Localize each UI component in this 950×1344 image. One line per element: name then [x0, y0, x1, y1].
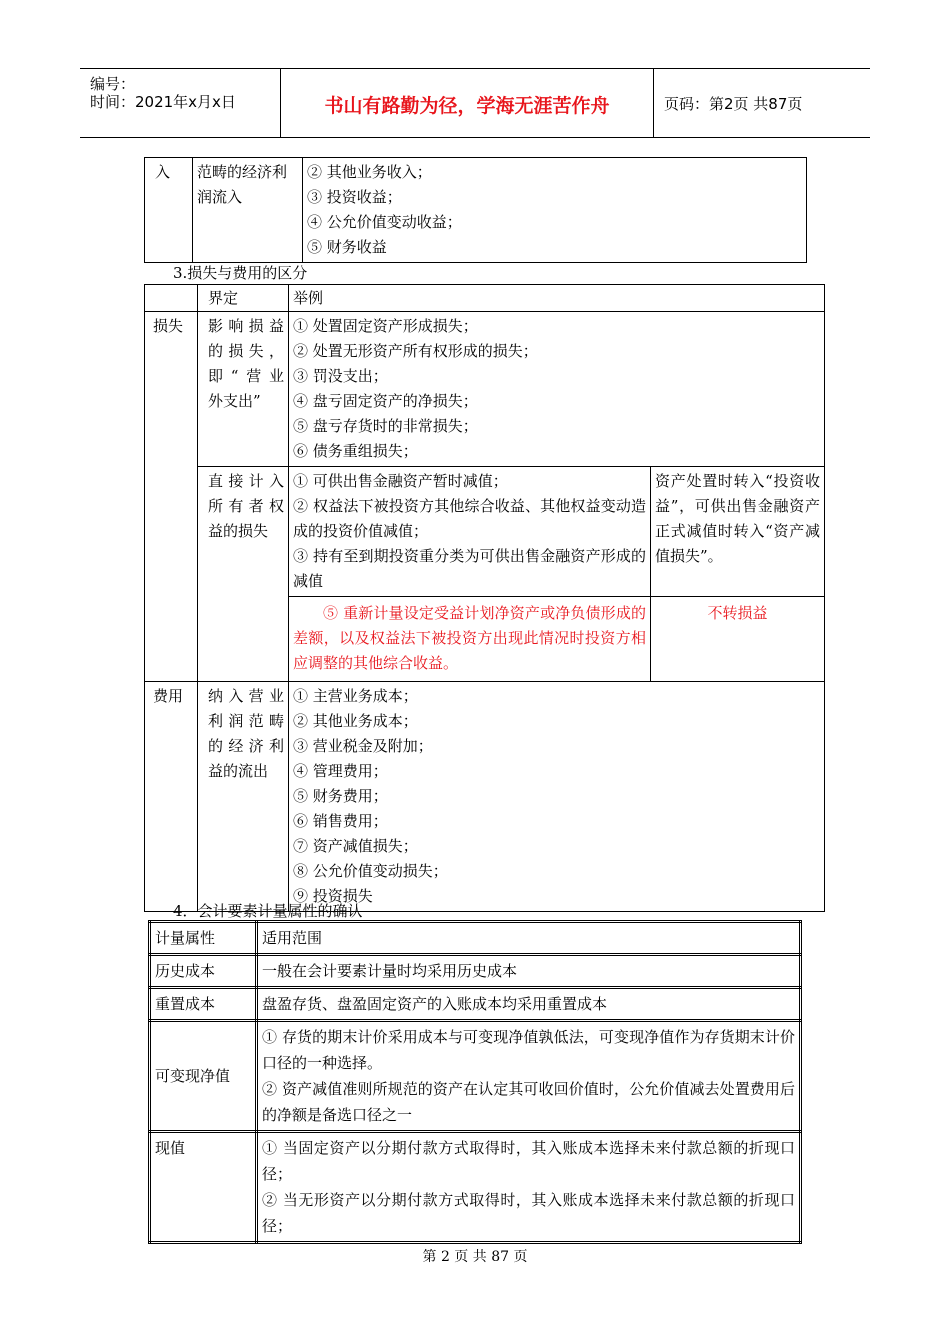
example-item: ④ 盘亏固定资产的净损失；: [293, 392, 478, 410]
definition-line: 范畴的经济利: [197, 163, 288, 181]
page-header: [80, 68, 870, 138]
example-item: ⑦ 资产减值损失；: [293, 837, 418, 855]
page-number: 页码：第2页 共87页: [664, 95, 803, 113]
expense-definition-cell: [198, 682, 289, 912]
attr-cell: 计量属性: [150, 922, 257, 955]
definition-line: 直接计入: [208, 472, 284, 490]
example-item: ③ 投资收益；: [307, 188, 402, 206]
example-item: ⑨ 投资损失: [293, 887, 373, 905]
example-item: ⑧ 公允价值变动损失；: [293, 862, 448, 880]
scope-cell: 一般在会计要素计量时均采用历史成本: [257, 955, 801, 988]
scope-cell: ① 存货的期末计价采用成本与可变现净值孰低法，可变现净值作为存货期末计价口径的一种选择。 ② 资产减值准则所规范的资产在认定其可收回价值时，公允价值减去处置费用后的净额是备选口径之一: [257, 1021, 801, 1132]
loss-expense-table: [144, 284, 825, 912]
examples-cell: [303, 158, 807, 263]
remeasurement-note: 不转损益: [651, 597, 825, 682]
document-date: 时间：2021年x月x日: [90, 93, 236, 111]
header-blank: [145, 285, 198, 312]
example-item: ⑤ 财务收益: [307, 238, 387, 256]
header-page-cell: [654, 69, 870, 137]
definition-line: 纳入营业: [208, 687, 284, 705]
loss-examples-cell: [289, 312, 825, 467]
category-cell: 入: [145, 158, 193, 263]
example-item: ⑥ 债务重组损失；: [293, 442, 418, 460]
document-number: 编号：: [90, 75, 136, 93]
loss-definition-cell: [198, 312, 289, 467]
scope-cell: 适用范围: [257, 922, 801, 955]
equity-loss-examples-cell: [289, 467, 651, 597]
definition-cell: [193, 158, 303, 263]
attr-cell: 重置成本: [150, 988, 257, 1021]
section-3-title: 3.损失与费用的区分: [173, 264, 308, 282]
definition-line: 即“营业: [208, 367, 284, 385]
example-item: ④ 管理费用；: [293, 762, 388, 780]
definition-line: 外支出”: [208, 392, 261, 410]
attr-cell: 可变现净值: [150, 1021, 257, 1132]
scope-cell: ① 当固定资产以分期付款方式取得时，其入账成本选择未来付款总额的折现口径； ② 当无形资产以分期付款方式取得时，其入账成本选择未来付款总额的折现口径；: [257, 1132, 801, 1243]
header-examples: 举例: [289, 285, 825, 312]
example-item: ③ 营业税金及附加；: [293, 737, 433, 755]
equity-loss-note: 资产处置时转入“投资收益”，可供出售金融资产正式减值时转入“资产减值损失”。: [651, 467, 825, 597]
definition-line: 的损失，: [208, 342, 284, 360]
example-item: ② 处置无形资产所有权形成的损失；: [293, 342, 538, 360]
example-item: ⑤ 财务费用；: [293, 787, 388, 805]
motto: 书山有路勤为径，学海无涯苦作舟: [324, 95, 610, 117]
definition-line: 益的流出: [208, 762, 269, 780]
expense-label: 费用: [145, 682, 198, 912]
attr-cell: 历史成本: [150, 955, 257, 988]
example-item: ③ 罚没支出；: [293, 367, 388, 385]
example-item: ⑥ 销售费用；: [293, 812, 388, 830]
definition-line: 益的损失: [208, 522, 269, 540]
example-item: ① 可供出售金融资产暂时减值；: [293, 472, 508, 490]
header-motto-cell: [281, 69, 654, 137]
measurement-attributes-table: [148, 920, 802, 1244]
page-footer: 第 2 页 共 87 页: [422, 1249, 528, 1265]
example-item: ④ 公允价值变动收益；: [307, 213, 462, 231]
loss-label: 损失: [145, 312, 198, 682]
header-meta-cell: [80, 69, 281, 137]
section-4-title: 4．会计要素计量属性的确认: [173, 902, 363, 920]
example-item: ① 主营业务成本；: [293, 687, 418, 705]
example-item: ② 其他业务收入；: [307, 163, 432, 181]
remeasurement-item: ⑤ 重新计量设定受益计划净资产或净负债形成的差额，以及权益法下被投资方出现此情况时投资方相应调整的其他综合收益。: [289, 597, 651, 682]
revenue-table-continuation: [144, 157, 807, 263]
example-item: ③ 持有至到期投资重分类为可供出售金融资产形成的减值: [293, 547, 646, 590]
attr-cell: 现值: [150, 1132, 257, 1243]
definition-line: 所有者权: [208, 497, 284, 515]
example-item: ② 其他业务成本；: [293, 712, 418, 730]
example-item: ⑤ 盘亏存货时的非常损失；: [293, 417, 478, 435]
expense-examples-cell: [289, 682, 825, 912]
scope-cell: 盘盈存货、盘盈固定资产的入账成本均采用重置成本: [257, 988, 801, 1021]
definition-line: 的经济利: [208, 737, 284, 755]
definition-line: 利润范畴: [208, 712, 284, 730]
definition-line: 影响损益: [208, 317, 284, 335]
example-item: ② 权益法下被投资方其他综合收益、其他权益变动造成的投资价值减值；: [293, 497, 646, 540]
equity-loss-definition-cell: [198, 467, 289, 682]
header-definition: 界定: [198, 285, 289, 312]
definition-line: 润流入: [197, 188, 243, 206]
example-item: ① 处置固定资产形成损失；: [293, 317, 478, 335]
